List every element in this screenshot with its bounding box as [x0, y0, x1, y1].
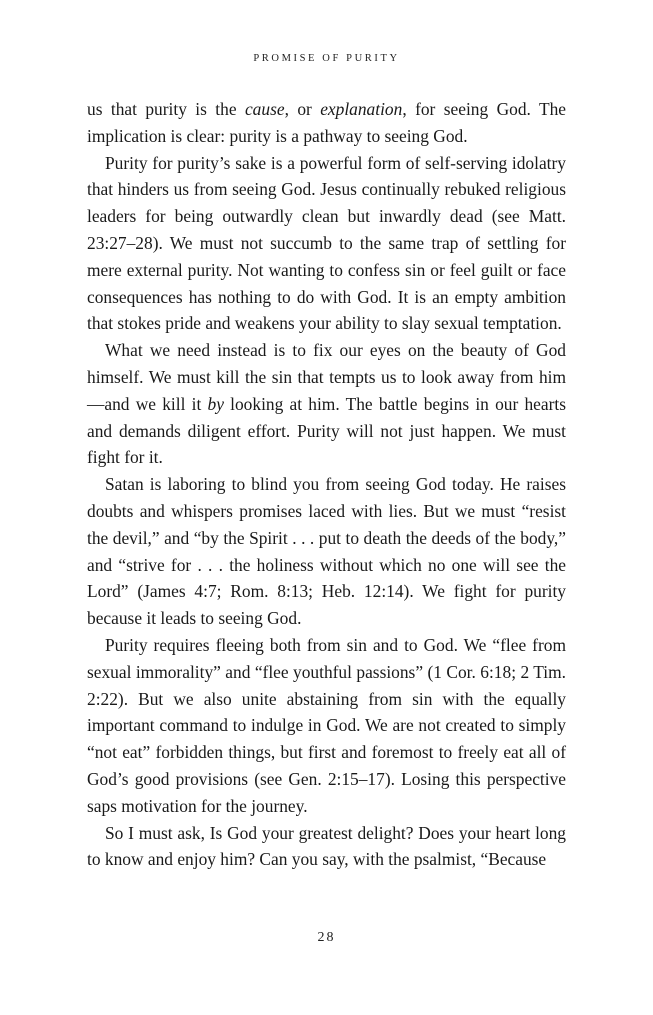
paragraph — [87, 471, 566, 632]
page-number: 28 — [317, 930, 336, 945]
body-text — [87, 96, 566, 873]
text-run: us that purity is the — [87, 99, 245, 119]
text-run: , for seeing God. The implication is clear: purity is a pathway to seeing God. — [87, 99, 566, 146]
paragraph — [87, 337, 566, 471]
text-run: Satan is laboring to blind you from seeing God today. He raises doubts and whispers promises laced with lies. But we must “resist the devil,” and “by the Spirit . . . put to death the deeds of the body,” and “strive for . . . the holiness without which no one will see the Lord” (James 4:7; Rom. 8:13; Heb. 12:14). We fight for purity because it leads to seeing God. — [87, 474, 566, 629]
text-run: , or — [284, 99, 321, 119]
text-run: So I must ask, Is God your greatest delight? Does your heart long to know and enjoy him? Can you say, with the psalmist, “Because — [87, 822, 566, 870]
paragraph — [87, 632, 566, 820]
text-run: What we need instead is to fix our eyes on the beauty of God himself. We must kill the sin that tempts us to look away from him—and we kill it — [87, 340, 566, 414]
italic-text: by — [207, 393, 224, 414]
italic-text: cause — [244, 99, 285, 119]
running-head: PROMISE OF PURITY — [253, 53, 400, 64]
paragraph — [87, 96, 566, 150]
text-run: Purity for purity’s sake is a powerful form of self-serving idolatry that hinders us from seeing God. Jesus continually rebuked religious leaders for being outwardly clean but inwardly dead (see Matt. 23:27–28). We must not succumb to the same trap of settling for mere external purity. Not wanting to confess sin or feel guilt or face consequences has nothing to do with God. It is an empty ambition that stokes pride and weakens your ability to slay sexual temptation. — [87, 152, 566, 334]
italic-text: explanation — [320, 99, 403, 119]
paragraph — [87, 820, 566, 874]
text-run: looking at him. The battle begins in our hearts and demands diligent effort. Purity will not just happen. We must fight for it. — [87, 393, 566, 468]
paragraph — [87, 150, 566, 338]
text-run: Purity requires fleeing both from sin and to God. We “flee from sexual immorality” and “flee youthful passions” (1 Cor. 6:18; 2 Tim. 2:22). But we also unite abstaining from sin with the equally important command to indulge in God. We are not created to simply “not eat” forbidden things, but first and foremost to freely eat all of God’s good provisions (see Gen. 2:15–17). Losing this perspective saps motivation for the journey. — [87, 634, 566, 816]
